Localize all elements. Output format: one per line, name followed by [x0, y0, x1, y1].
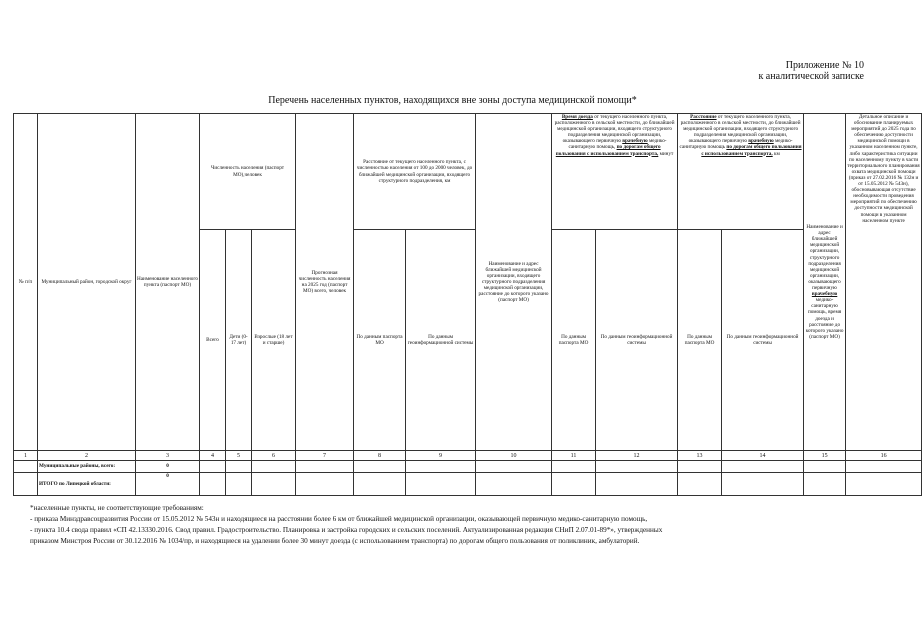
table-cell	[200, 461, 226, 473]
col-header-district: Муниципальный район, городской округ	[38, 114, 136, 451]
footnotes	[30, 503, 890, 547]
table-cell	[406, 473, 476, 496]
footnote-line: - приказа Минздравсоцразвития России от 15.05.2012 № 543н и находящиеся на расстоянии более 6 км от ближайшей медицинской организации, оказывающей первичную медико-санитарную помощь,	[30, 515, 648, 523]
col-header-nearest-physician-org: Наименование и адрес ближайшей медицинской организации, структурного подразделения медицинской организации, оказывающего первичную врачебную медико-санитарную помощь, время доезда и расстояние до которого указано (паспорт МО)	[804, 114, 846, 451]
col-header-road-distance-passport: По данным паспорта МО	[678, 230, 722, 451]
column-number: 8	[354, 451, 406, 461]
col-header-distance-passport: По данным паспорта МО	[354, 230, 406, 451]
table-cell	[678, 473, 722, 496]
column-number: 16	[846, 451, 922, 461]
column-number: 15	[804, 451, 846, 461]
footnote-line: - пункта 10.4 свода правил «СП 42.13330.2016. Свод правил. Градостроительство. Планировка и застройка городских и сельских поселений. Актуализированная редакция СНиП 2.07.01-89*», утвержденных	[30, 526, 663, 534]
table-cell	[476, 473, 552, 496]
table-cell	[296, 473, 354, 496]
col-header-number: № п/п	[14, 114, 38, 451]
table-cell	[804, 461, 846, 473]
table-row-total	[14, 473, 922, 496]
column-number: 9	[406, 451, 476, 461]
footnote-line: *населенные пункты, не соответствующие требованиям:	[30, 504, 204, 512]
column-number: 10	[476, 451, 552, 461]
col-header-pop-total: Всего	[200, 230, 226, 451]
table-cell	[846, 461, 922, 473]
col-header-projected-population: Прогнозная численность населения на 2025 год (паспорт МО) всего, человек	[296, 114, 354, 451]
column-number: 5	[226, 451, 252, 461]
header-row-1	[14, 114, 922, 230]
footnote-line: приказом Минстроя России от 30.12.2016 № 1034/пр, и находящиеся на удалении более 30 минут доезда (с использованием транспорта) по дорогам общего пользования от поликлиник, амбулаторий.	[30, 537, 640, 545]
column-number: 7	[296, 451, 354, 461]
table-cell	[596, 461, 678, 473]
table-cell	[406, 461, 476, 473]
table-cell	[14, 461, 38, 473]
table-cell	[678, 461, 722, 473]
column-number-row	[14, 451, 922, 461]
table-cell	[354, 461, 406, 473]
col-header-pop-adults: Взрослые (18 лет и старше)	[252, 230, 296, 451]
settlements-table	[13, 113, 922, 496]
table-cell	[846, 473, 922, 496]
appendix-line-2: к аналитической записке	[758, 71, 864, 82]
row-value-municipal-districts: 0	[136, 461, 200, 473]
col-header-pop-children: Дети (0-17 лет)	[226, 230, 252, 451]
column-number: 12	[596, 451, 678, 461]
document-title: Перечень населенных пунктов, находящихся вне зоны доступа медицинской помощи*	[268, 95, 637, 106]
table-cell	[252, 473, 296, 496]
column-number: 11	[552, 451, 596, 461]
col-header-settlement: Наименование населенного пункта (паспорт МО)	[136, 114, 200, 451]
row-label-municipal-districts: Муниципальные районы, всего:	[38, 461, 136, 473]
table-cell	[14, 473, 38, 496]
column-number: 14	[722, 451, 804, 461]
table-cell	[722, 473, 804, 496]
table-cell	[226, 473, 252, 496]
col-header-road-distance-geo: По данным геоинформационной системы	[722, 230, 804, 451]
col-header-distance-geo: По данным геоинформационной системы	[406, 230, 476, 451]
col-header-time-geo: По данным геоинформационной системы	[596, 230, 678, 451]
column-number: 4	[200, 451, 226, 461]
col-header-time-passport: По данным паспорта МО	[552, 230, 596, 451]
table-cell	[252, 461, 296, 473]
appendix-caption	[758, 60, 864, 82]
column-number: 13	[678, 451, 722, 461]
table-row-municipal-districts	[14, 461, 922, 473]
col-header-planned-measures: Детальное описание и обоснование планируемых мероприятий до 2025 года по обеспечению доступности медицинской помощи в указанном населенном пункте, либо характеристика ситуации по населенному пункту в части территориального планирования охвата медицинской помощи (приказ от 27.02.2016 № 132н и от 15.05.2012 № 543н), обосновывающая отсутствие необходимости проведения мероприятий по обеспечению доступности медицинской помощи в указанном населенном пункте	[846, 114, 922, 451]
table-cell	[596, 473, 678, 496]
col-header-distance: Расстояние от текущего населенного пункта, с численностью населения от 100 до 2000 человек, до ближайшей медицинской организации, входящего структурного подразделения, км	[354, 114, 476, 230]
table-cell	[200, 473, 226, 496]
table-cell	[804, 473, 846, 496]
column-number: 6	[252, 451, 296, 461]
appendix-line-1: Приложение № 10	[785, 60, 864, 71]
col-header-road-distance: Расстояние от текущего населенного пункта, расположенного в сельской местности, до ближайшей медицинской организации, входящего структурного подразделения медицинской организации, оказывающего первичную врачебную медико-санитарную помощь по дорогам общего пользования с использованием транспорта, км	[678, 114, 804, 230]
table-cell	[722, 461, 804, 473]
column-number: 3	[136, 451, 200, 461]
row-label-total: ИТОГО по Липецкой области:	[38, 473, 136, 496]
column-number: 1	[14, 451, 38, 461]
table-cell	[296, 461, 354, 473]
table-cell	[226, 461, 252, 473]
col-header-nearest-organization: Наименование и адрес ближайшей медицинской организации, входящего структурного подразделения медицинской организации, расстояние до которого указано (паспорт МО)	[476, 114, 552, 451]
column-number: 2	[38, 451, 136, 461]
table-cell	[476, 461, 552, 473]
table-cell	[354, 473, 406, 496]
table-cell	[552, 473, 596, 496]
col-header-population: Численность населения (паспорт МО),человек	[200, 114, 296, 230]
row-value-total: 0	[136, 473, 200, 496]
col-header-travel-time: Время доезда от текущего населенного пункта, расположенного в сельской местности, до ближайшей медицинской организации, входящего структурного подразделения медицинской организации, оказывающего первичную врачебную медико-санитарную помощь, по дорогам общего пользования с использованием транспорта, минут	[552, 114, 678, 230]
table-cell	[552, 461, 596, 473]
